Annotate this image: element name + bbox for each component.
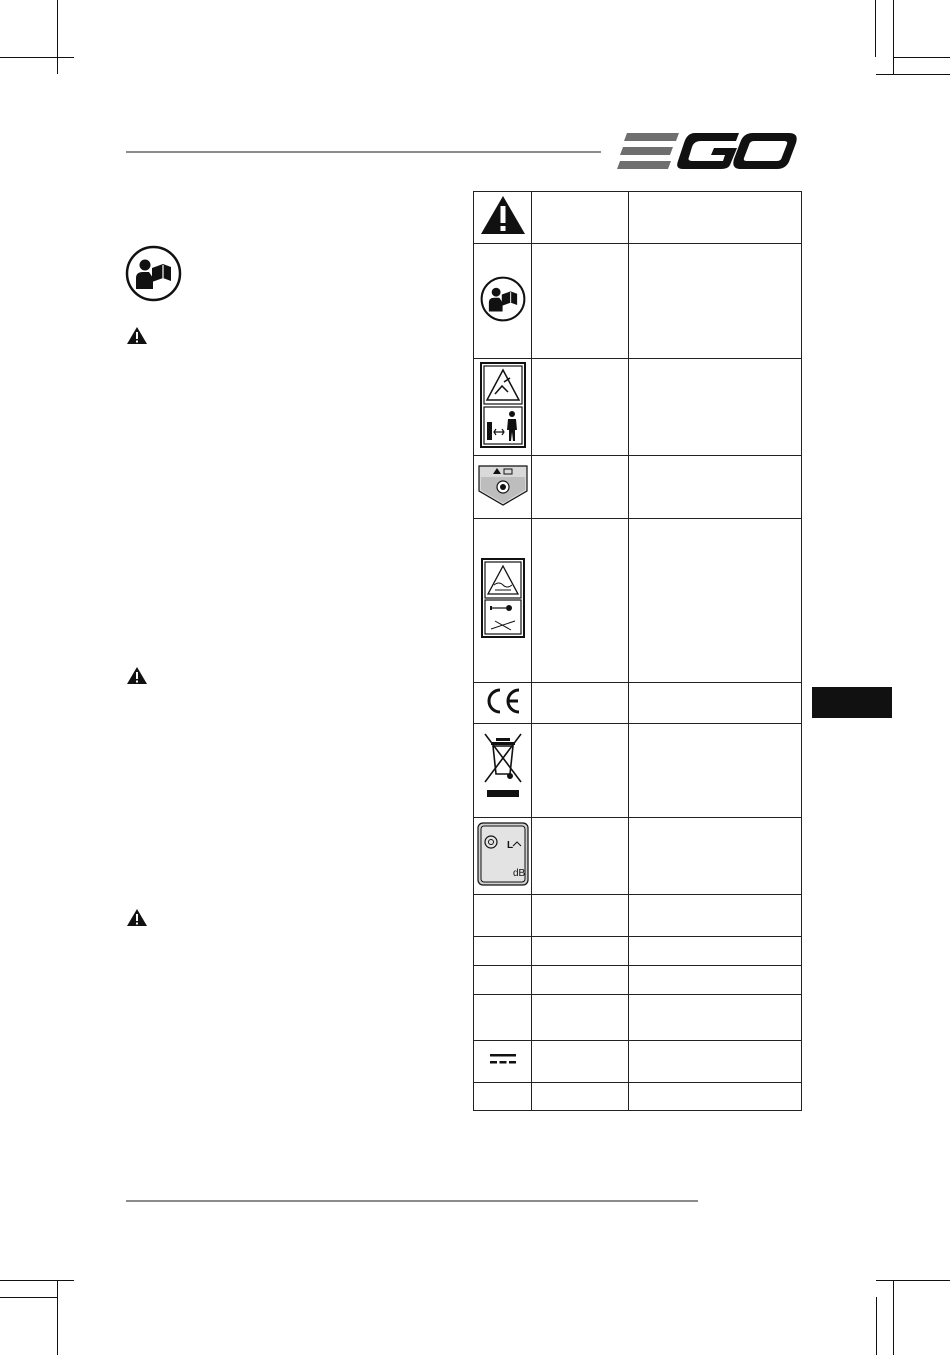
- table-row: [474, 192, 802, 244]
- symbol-name-cell: [532, 966, 629, 995]
- svg-text:L: L: [506, 839, 513, 851]
- symbol-name-cell: [532, 244, 629, 359]
- table-row: [474, 995, 802, 1041]
- ce-mark-icon: [483, 687, 523, 715]
- symbol-name-cell: [532, 456, 629, 519]
- table-row: [474, 456, 802, 519]
- ego-logo-graphic: [617, 131, 799, 171]
- table-row: [474, 1083, 802, 1111]
- symbol-name-cell: [532, 995, 629, 1041]
- crop-mark: [0, 1280, 74, 1281]
- table-row: [474, 1041, 802, 1083]
- crop-mark: [876, 74, 950, 75]
- sound-power-label-icon: [477, 822, 529, 886]
- symbol-meaning-cell: [629, 895, 802, 937]
- symbol-meaning-cell: [629, 519, 802, 683]
- weee-bin-icon: [483, 732, 523, 804]
- language-tab: [812, 687, 892, 718]
- symbol-name-cell: [532, 192, 629, 244]
- symbol-meaning-cell: [629, 966, 802, 995]
- symbol-meaning-cell: [629, 724, 802, 818]
- symbol-name-cell: [532, 895, 629, 937]
- crop-mark: [876, 1297, 877, 1355]
- symbol-name-cell: [532, 1083, 629, 1111]
- symbol-name-cell: [532, 937, 629, 966]
- symbol-meaning-cell: [629, 818, 802, 895]
- table-row: [474, 937, 802, 966]
- table-row: [474, 683, 802, 724]
- crop-mark: [0, 57, 74, 58]
- read-manual-icon: [125, 245, 182, 302]
- crop-mark: [893, 0, 894, 74]
- thrown-objects-keep-distance-icon: [480, 362, 526, 448]
- table-row: [474, 724, 802, 818]
- crop-mark: [893, 1280, 894, 1355]
- blade-hazard-remove-key-icon: [481, 558, 525, 638]
- warning-triangle-icon: [126, 326, 148, 345]
- symbol-name-cell: [532, 359, 629, 456]
- symbol-name-cell: [532, 683, 629, 724]
- symbol-meaning-cell: [629, 456, 802, 519]
- crop-mark: [57, 0, 58, 74]
- direct-current-icon: [489, 1052, 517, 1066]
- symbol-meaning-cell: [629, 192, 802, 244]
- symbol-name-cell: [532, 519, 629, 683]
- symbol-meaning-cell: [629, 683, 802, 724]
- symbol-name-cell: [532, 1041, 629, 1083]
- read-manual-icon: [480, 276, 526, 322]
- warning-triangle-icon: [126, 908, 148, 927]
- table-row: [474, 895, 802, 937]
- symbol-meaning-cell: [629, 1083, 802, 1111]
- symbol-meaning-cell: [629, 937, 802, 966]
- crop-mark: [0, 1297, 57, 1298]
- table-row: [474, 818, 802, 895]
- symbol-meaning-cell: [629, 244, 802, 359]
- table-row: [474, 244, 802, 359]
- warning-triangle-icon: [480, 195, 526, 235]
- symbol-meaning-cell: [629, 1041, 802, 1083]
- symbol-meaning-cell: [629, 995, 802, 1041]
- symbol-meaning-cell: [629, 359, 802, 456]
- table-row: [474, 359, 802, 456]
- svg-text:dB: dB: [512, 867, 525, 879]
- symbol-table: [473, 191, 802, 1111]
- symbol-name-cell: [532, 818, 629, 895]
- crop-mark: [893, 57, 950, 58]
- warning-triangle-icon: [126, 666, 148, 685]
- footer-rule: [126, 1200, 698, 1202]
- crop-mark: [876, 1280, 950, 1281]
- table-row: [474, 519, 802, 683]
- header-rule: [126, 151, 601, 153]
- crop-mark: [57, 1280, 58, 1355]
- crop-mark: [875, 0, 876, 57]
- table-row: [474, 966, 802, 995]
- battery-label-icon: [477, 463, 529, 507]
- ego-logo: [617, 131, 799, 171]
- symbol-name-cell: [532, 724, 629, 818]
